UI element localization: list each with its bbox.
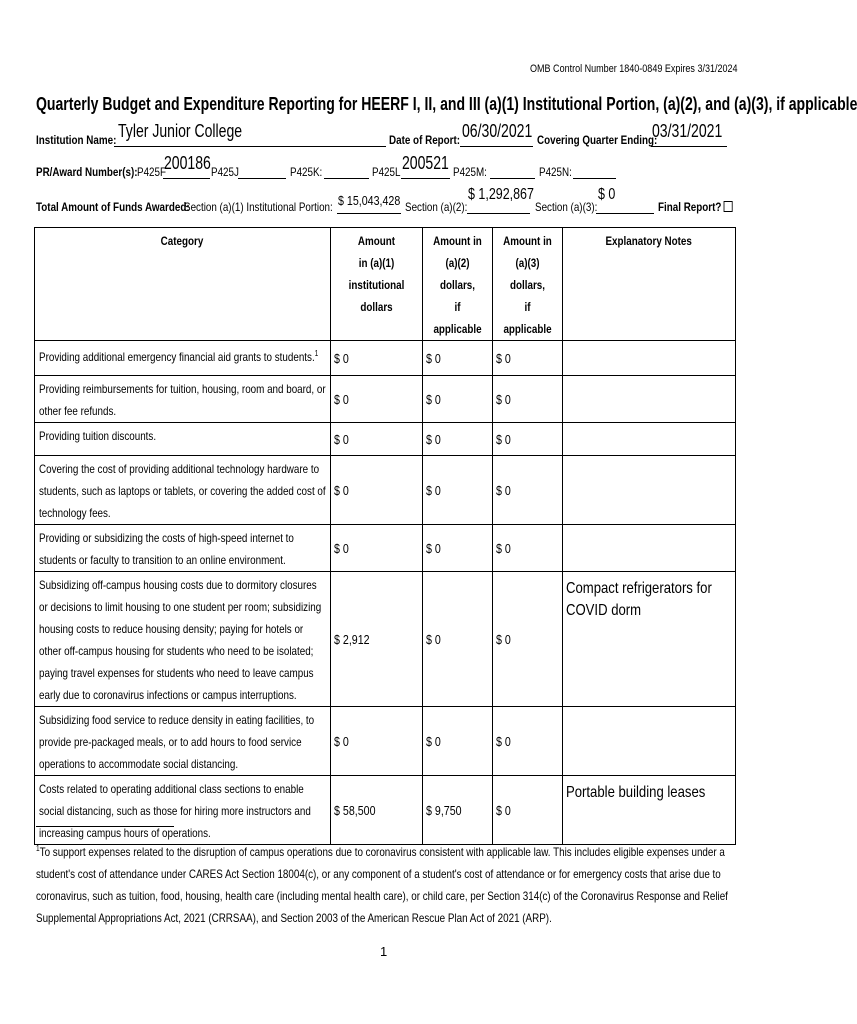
header-a2: Amount in (a)(2) dollars, if applicable (423, 228, 493, 341)
category-cell: Providing tuition discounts. (35, 423, 331, 456)
note-field[interactable] (563, 376, 736, 423)
institution-name-field[interactable]: Tyler Junior College (118, 121, 243, 141)
a2-amount-field[interactable]: $ 0 (423, 707, 493, 776)
a1-amount-field[interactable]: $ 0 (331, 707, 423, 776)
p425n-label: P425N: (539, 165, 572, 179)
category-cell: Covering the cost of providing additional technology hardware to students, such as laptops or tablets, or covering the added cost of technology fees. (35, 456, 331, 525)
page-number: 1 (380, 944, 388, 959)
date-of-report-label: Date of Report: (389, 133, 461, 147)
a1-amount-field[interactable]: $ 2,912 (331, 572, 423, 707)
table-row (35, 572, 736, 707)
a1-amount-field[interactable]: $ 0 (331, 423, 423, 456)
a3-amount-field[interactable]: $ 0 (493, 525, 563, 572)
a3-amount-field[interactable]: $ 0 (493, 456, 563, 525)
omb-control-number: OMB Control Number 1840-0849 Expires 3/31/2024 (530, 63, 738, 75)
section-a3-field[interactable]: $ 0 (598, 186, 616, 203)
table-header-row (35, 228, 736, 341)
a2-amount-field[interactable]: $ 0 (423, 572, 493, 707)
a3-amount-field[interactable]: $ 0 (493, 572, 563, 707)
award-number-label: PR/Award Number(s): (36, 165, 138, 179)
table-row (35, 525, 736, 572)
category-cell: Providing additional emergency financial aid grants to students.$^1$ (35, 341, 331, 376)
section-a2-label: Section (a)(2): (405, 200, 468, 214)
section-a3-label: Section (a)(3): (535, 200, 598, 214)
final-report-checkbox[interactable] (724, 201, 733, 212)
p425m-label: P425M: (453, 165, 487, 179)
a3-amount-field[interactable]: $ 0 (493, 376, 563, 423)
note-field[interactable] (563, 423, 736, 456)
p425f-label: P425F (137, 165, 166, 179)
table-row (35, 341, 736, 376)
table-row (35, 776, 736, 845)
a1-amount-field[interactable]: $ 0 (331, 456, 423, 525)
a3-amount-field[interactable]: $ 0 (493, 776, 563, 845)
table-row (35, 376, 736, 423)
note-field[interactable] (563, 525, 736, 572)
a3-amount-field[interactable]: $ 0 (493, 707, 563, 776)
total-funds-label: Total Amount of Funds Awarded: (36, 200, 190, 214)
a1-amount-field[interactable]: $ 0 (331, 525, 423, 572)
category-cell: Subsidizing off-campus housing costs due to dormitory closures or decisions to limit housing to one student per room; subsidizing housing costs to reduce housing density; paying for hotels or other off-campus housing for students who need to be isolated; paying travel expenses for students who need to leave campus early due to coronavirus infections or campus interruptions. (35, 572, 331, 707)
expenditure-table (34, 227, 736, 845)
final-report: Final Report? (658, 200, 733, 214)
category-cell: Providing or subsidizing the costs of high-speed internet to students or faculty to transition to an online environment. (35, 525, 331, 572)
note-field[interactable] (563, 341, 736, 376)
p425j-label: P425J (211, 165, 239, 179)
covering-quarter-label: Covering Quarter Ending: (537, 133, 658, 147)
a1-amount-field[interactable]: $ 58,500 (331, 776, 423, 845)
a2-amount-field[interactable]: $ 0 (423, 341, 493, 376)
category-cell: Providing reimbursements for tuition, housing, room and board, or other fee refunds. (35, 376, 331, 423)
a2-amount-field[interactable]: $ 9,750 (423, 776, 493, 845)
table-row (35, 707, 736, 776)
note-field[interactable] (563, 707, 736, 776)
header-a3: Amount in (a)(3) dollars, if applicable (493, 228, 563, 341)
covering-quarter-field[interactable]: 03/31/2021 (652, 121, 723, 141)
footnote-divider (36, 826, 174, 827)
date-of-report-field[interactable]: 06/30/2021 (462, 121, 533, 141)
footnote: $^1$To support expenses related to the disruption of campus operations due to coronavirus consistent with applicable law. This includes eligible expenses under a student's cost of attendance under CARES Act Section 18004(c), or any component of a student's cost of attendance or for emergency costs that arise due to coronavirus, such as tuition, food, housing, health care (including mental health care), or child care, per Section 314(c) of the Coronavirus Response and Relief Supplemental Appropriations Act, 2021 (CRRSAA), and Section 2003 of the American Rescue Plan Act of 2021 (ARP). (36, 844, 728, 925)
category-cell: Costs related to operating additional class sections to enable social distancing, such as those for hiring more instructors and increasing campus hours of operations. (35, 776, 331, 845)
page-title: Quarterly Budget and Expenditure Reporting for HEERF I, II, and III (a)(1) Institutional Portion, (a)(2), and (a)(3), if applicable (36, 94, 857, 114)
header-category: Category (35, 228, 331, 341)
note-field[interactable]: Portable building leases (563, 776, 736, 845)
a2-amount-field[interactable]: $ 0 (423, 525, 493, 572)
a1-amount-field[interactable]: $ 0 (331, 376, 423, 423)
table-row (35, 423, 736, 456)
a2-amount-field[interactable]: $ 0 (423, 456, 493, 525)
p425f-field[interactable]: 200186 (164, 153, 211, 173)
a2-amount-field[interactable]: $ 0 (423, 423, 493, 456)
institution-name-label: Institution Name: (36, 133, 117, 147)
section-a2-field[interactable]: $ 1,292,867 (468, 186, 534, 203)
note-field[interactable]: Compact refrigerators for COVID dorm (563, 572, 736, 707)
category-cell: Subsidizing food service to reduce density in eating facilities, to provide pre-packaged meals, or to add hours to food service operations to accommodate social distancing. (35, 707, 331, 776)
p425l-label: P425L (372, 165, 401, 179)
note-field[interactable] (563, 456, 736, 525)
a1-amount-field[interactable]: $ 0 (331, 341, 423, 376)
section-a1-label: Section (a)(1) Institutional Portion: (184, 200, 333, 214)
section-a1-field[interactable]: $ 15,043,428 (338, 193, 401, 208)
a2-amount-field[interactable]: $ 0 (423, 376, 493, 423)
a3-amount-field[interactable]: $ 0 (493, 423, 563, 456)
table-row (35, 456, 736, 525)
header-notes: Explanatory Notes (563, 228, 736, 341)
header-a1: Amount in (a)(1) institutional dollars (331, 228, 423, 341)
a3-amount-field[interactable]: $ 0 (493, 341, 563, 376)
p425k-label: P425K: (290, 165, 323, 179)
p425l-field[interactable]: 200521 (402, 153, 449, 173)
